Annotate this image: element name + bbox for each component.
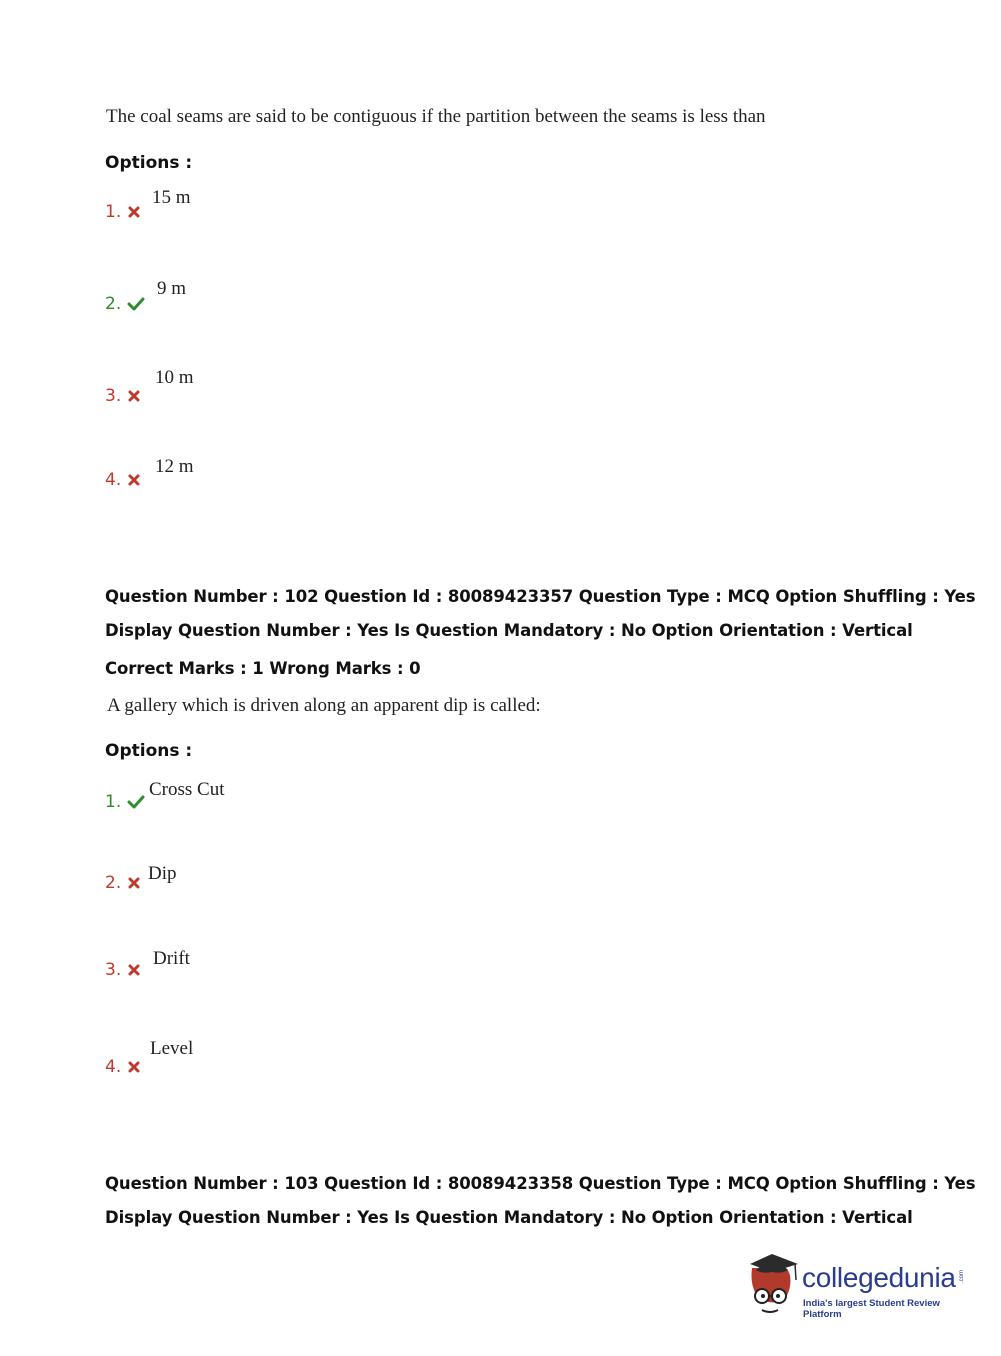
option-text: 9 m [157, 278, 187, 299]
logo-domain: .com [959, 1270, 965, 1284]
wrong-icon [127, 963, 141, 977]
options-label: Options : [105, 741, 193, 761]
option-number: 4. [105, 470, 122, 490]
option-text: Drift [153, 948, 190, 969]
wrong-icon [127, 876, 141, 890]
options-label: Options : [105, 153, 193, 173]
correct-check-icon [127, 795, 145, 809]
option-text: 15 m [152, 187, 191, 208]
option-text: 10 m [155, 367, 194, 388]
option-text: 12 m [155, 456, 194, 477]
option-number: 1. [105, 202, 122, 222]
option-number: 2. [105, 294, 122, 314]
mascot-icon [742, 1250, 802, 1314]
option-2 [105, 873, 141, 893]
option-text: Level [150, 1038, 194, 1059]
question-meta-line: Display Question Number : Yes Is Question Mandatory : No Option Orientation : Vertical [105, 1208, 913, 1227]
option-number: 4. [105, 1057, 122, 1077]
option-number: 3. [105, 960, 122, 980]
option-2 [105, 294, 145, 314]
option-number: 1. [105, 792, 122, 812]
option-text: Dip [148, 863, 177, 884]
option-3 [105, 386, 141, 406]
option-3 [105, 960, 141, 980]
correct-check-icon [127, 297, 145, 311]
question-text: A gallery which is driven along an apparent dip is called: [107, 695, 541, 716]
wrong-icon [127, 1060, 141, 1074]
option-number: 2. [105, 873, 122, 893]
option-1 [105, 202, 141, 222]
logo-tagline: India's largest Student Review Platform [803, 1298, 940, 1320]
question-text: The coal seams are said to be contiguous if the partition between the seams is less than [106, 106, 766, 127]
wrong-icon [127, 389, 141, 403]
collegedunia-logo [742, 1248, 972, 1320]
logo-name: collegedunia [802, 1262, 956, 1293]
option-number: 3. [105, 386, 122, 406]
question-marks-line: Correct Marks : 1 Wrong Marks : 0 [105, 659, 421, 678]
question-meta-line: Display Question Number : Yes Is Question Mandatory : No Option Orientation : Vertical [105, 621, 913, 640]
question-meta-line: Question Number : 103 Question Id : 80089423358 Question Type : MCQ Option Shuffling : Yes [105, 1174, 976, 1193]
question-meta-line: Question Number : 102 Question Id : 80089423357 Question Type : MCQ Option Shuffling : Yes [105, 587, 976, 606]
option-4 [105, 470, 141, 490]
option-text: Cross Cut [149, 779, 225, 800]
wrong-icon [127, 205, 141, 219]
option-4 [105, 1057, 141, 1077]
option-1 [105, 792, 145, 812]
wrong-icon [127, 473, 141, 487]
